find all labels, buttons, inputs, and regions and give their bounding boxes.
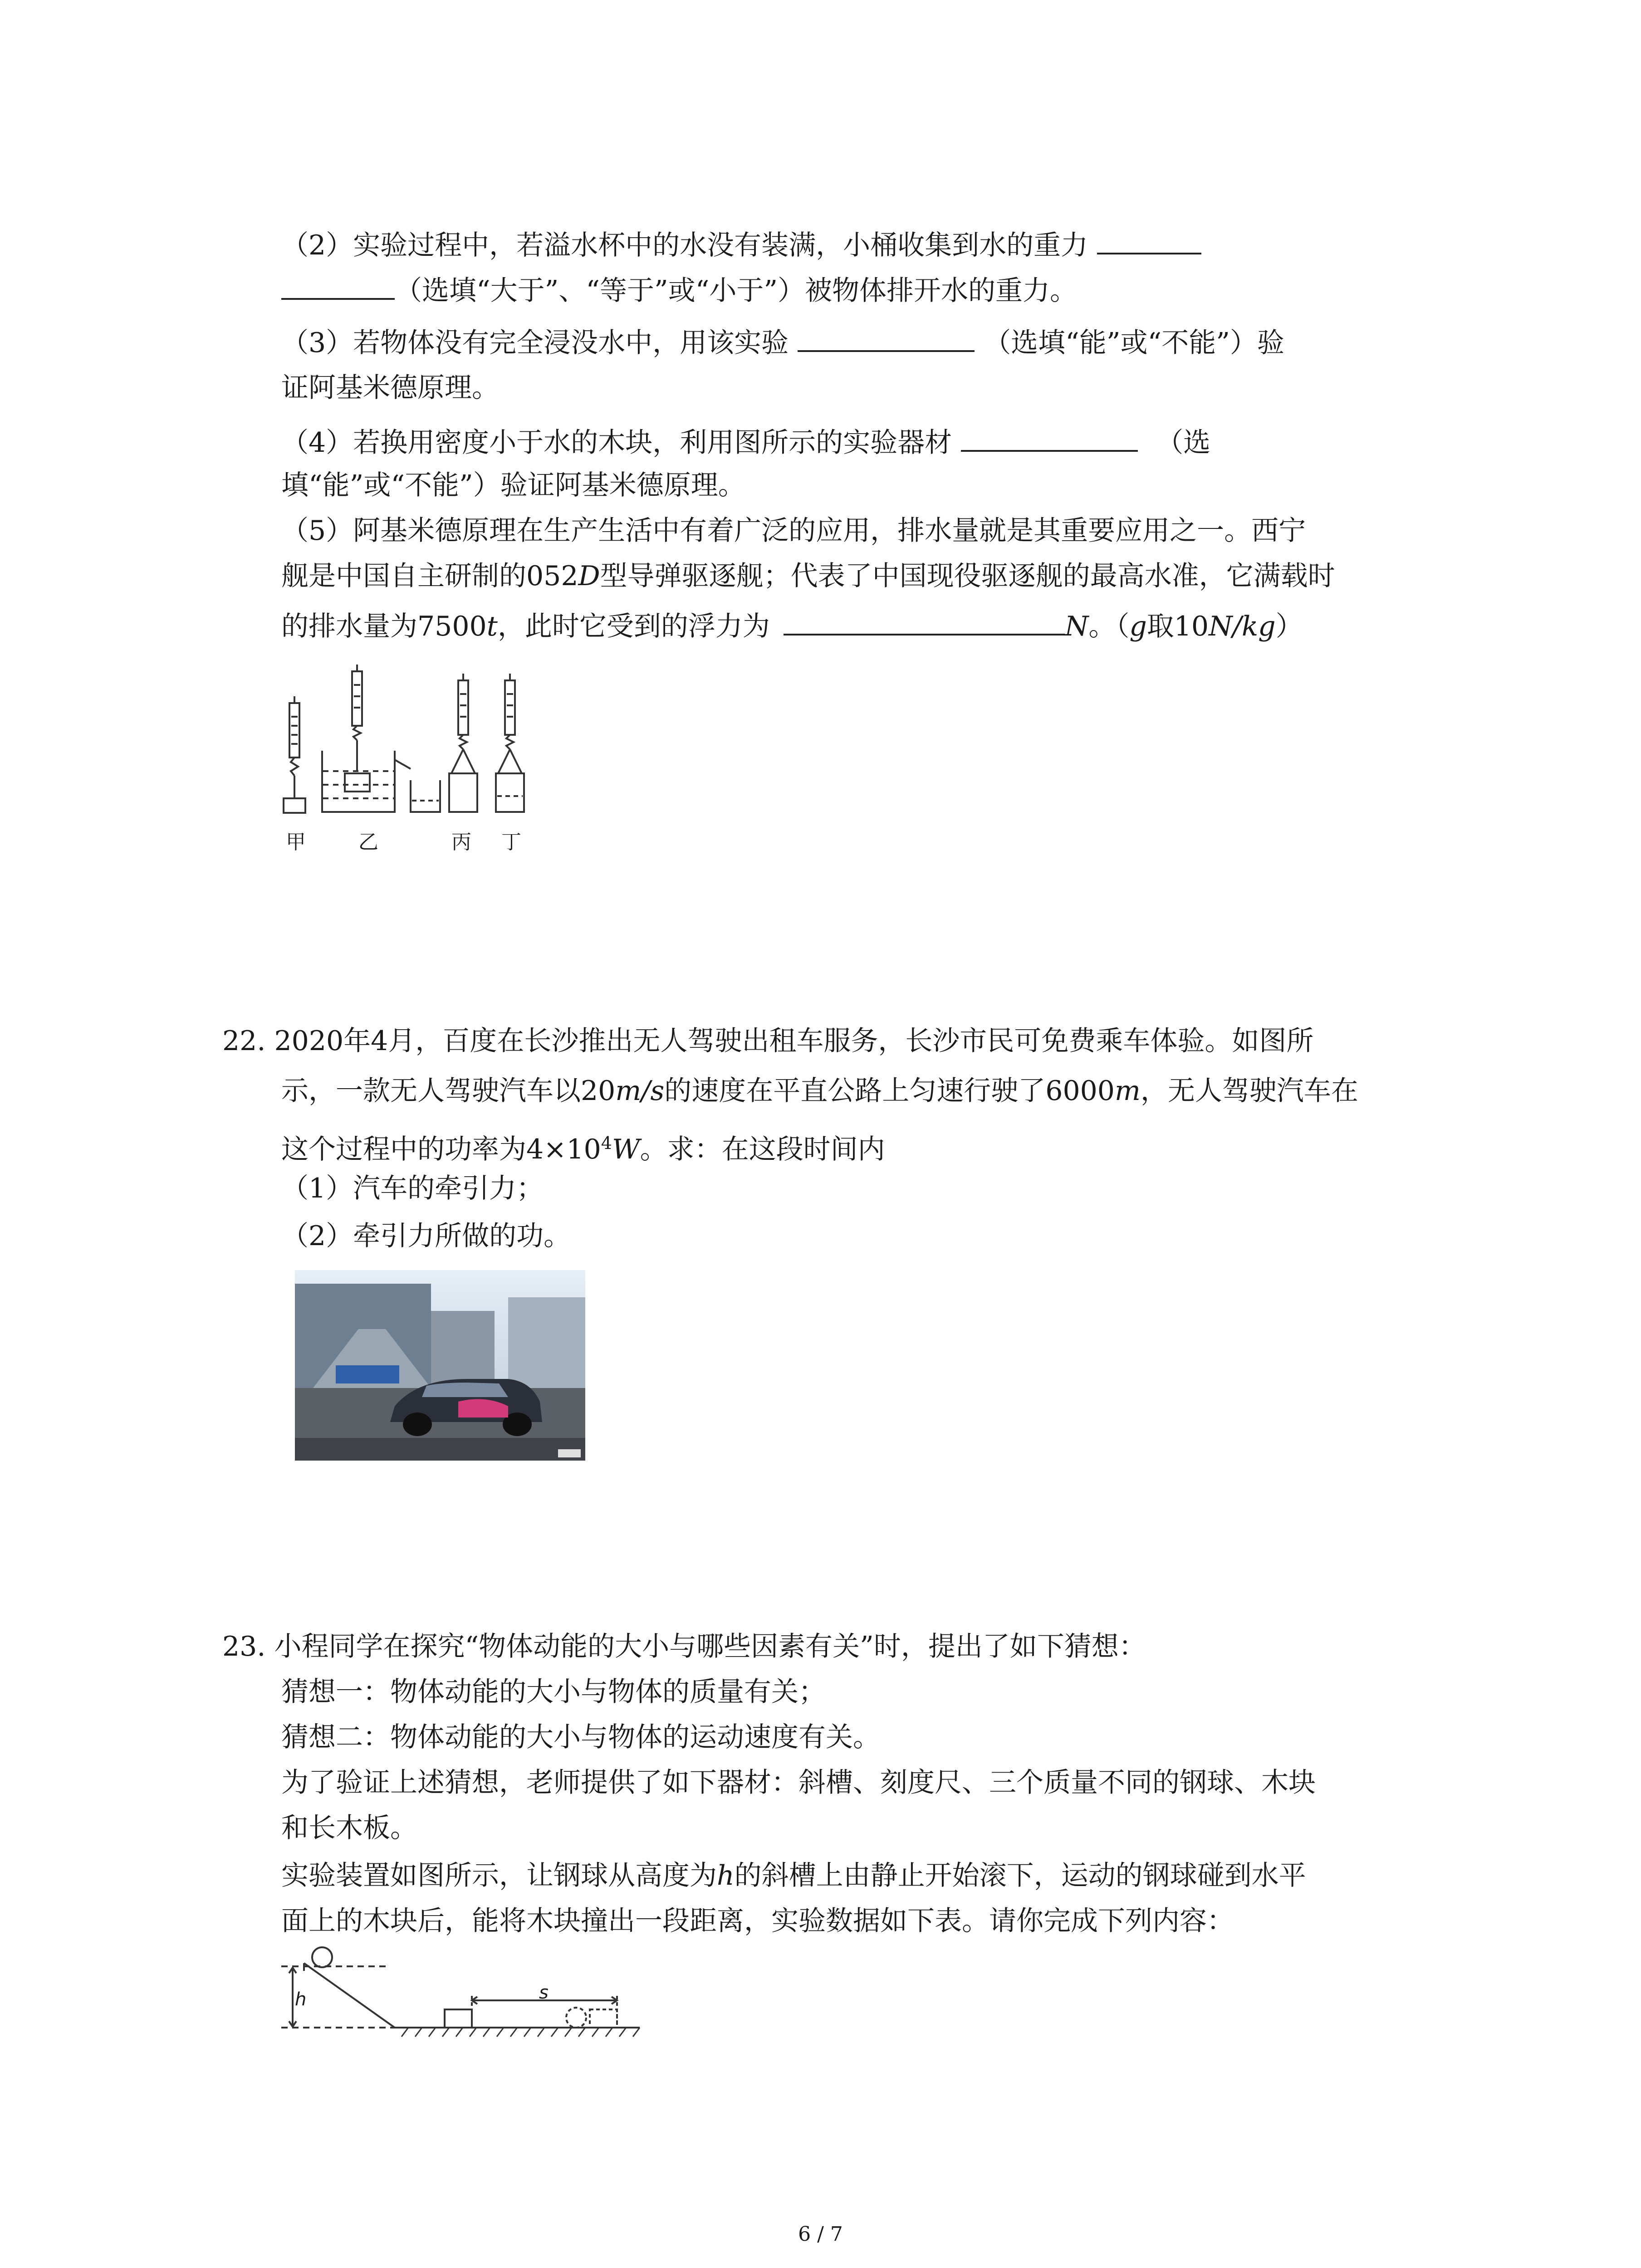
answer-blank[interactable] (798, 322, 975, 352)
q21-part5-line1: （5）阿基米德原理在生产生活中有着广泛的应用，排水量就是其重要应用之一。西宁 (281, 515, 1306, 547)
q21-part4-line1: （4）若换用密度小于水的木块，利用图所示的实验器材 （选 (281, 422, 1210, 461)
q22-line3: 这个过程中的功率为$4\times 10^4W$。求：在这段时间内 (281, 1133, 885, 1165)
fig-label-yi: 乙 (358, 831, 378, 854)
distance-label: s (539, 1982, 549, 2003)
q22-part2: （2）牵引力所做的功。 (281, 1220, 571, 1252)
q23-conjecture1: 猜想一：物体动能的大小与物体的质量有关； (281, 1676, 826, 1708)
fig-label-ding: 丁 (501, 831, 521, 854)
scale-bing (449, 674, 477, 812)
q21-part2-line2: （选填“大于”、“等于”或“小于”）被物体排开水的重力。 (281, 270, 1077, 309)
q21-part5-line3: 的排水量为7500t，此时它受到的浮力为 N。（g取10N/kg） (281, 606, 1303, 645)
q22-line1: 22. 2020年4月，百度在长沙推出无人驾驶出租车服务，长沙市民可免费乘车体验。如图所 (222, 1025, 1314, 1057)
q23-conjecture2: 猜想二：物体动能的大小与物体的运动速度有关。 (281, 1721, 880, 1753)
answer-blank[interactable] (784, 606, 1065, 635)
q21-part4-line2: 填“能”或“不能”）验证阿基米德原理。 (281, 469, 745, 501)
scale-jia (284, 696, 305, 813)
answer-blank[interactable] (961, 422, 1138, 452)
driverless-taxi-photo (295, 1270, 585, 1461)
archimedes-experiment-figure (272, 658, 554, 862)
height-label: h (295, 1989, 307, 2010)
q23-line7: 面上的木块后，能将木块撞出一段距离，实验数据如下表。请你完成下列内容： (281, 1905, 1234, 1937)
q21-part2-line1: （2）实验过程中，若溢水杯中的水没有装满，小桶收集到水的重力 (281, 225, 1201, 264)
q22-part1: （1）汽车的牵引力； (281, 1173, 544, 1204)
q23-line6: 实验装置如图所示，让钢球从高度为h的斜槽上由静止开始滚下，运动的钢球碰到水平 (281, 1860, 1306, 1892)
q23-line1: 23. 小程同学在探究“物体动能的大小与哪些因素有关”时，提出了如下猜想： (222, 1631, 1146, 1662)
answer-blank[interactable] (281, 270, 395, 300)
q21-part3-line1: （3）若物体没有完全浸没水中，用该实验 （选填“能”或“不能”）验 (281, 322, 1284, 361)
q22-line2: 示，一款无人驾驶汽车以20m/s的速度在平直公路上匀速行驶了6000m，无人驾驶汽车在 (281, 1075, 1358, 1107)
scale-ding (496, 674, 524, 812)
incline-experiment-figure (281, 1946, 644, 2046)
answer-blank[interactable] (1097, 225, 1201, 254)
q23-line4: 为了验证上述猜想，老师提供了如下器材：斜槽、刻度尺、三个质量不同的钢球、木块 (281, 1767, 1316, 1799)
q23-line5: 和长木板。 (281, 1812, 417, 1844)
q21-part3-line2: 证阿基米德原理。 (281, 372, 499, 404)
q21-part5-line2: 舰是中国自主研制的052D型导弹驱逐舰；代表了中国现役驱逐舰的最高水准，它满载时 (281, 560, 1335, 592)
page-number: 6 / 7 (798, 2223, 843, 2246)
fig-label-jia: 甲 (286, 831, 306, 854)
scale-yi (322, 665, 440, 812)
fig-label-bing: 丙 (451, 831, 471, 854)
